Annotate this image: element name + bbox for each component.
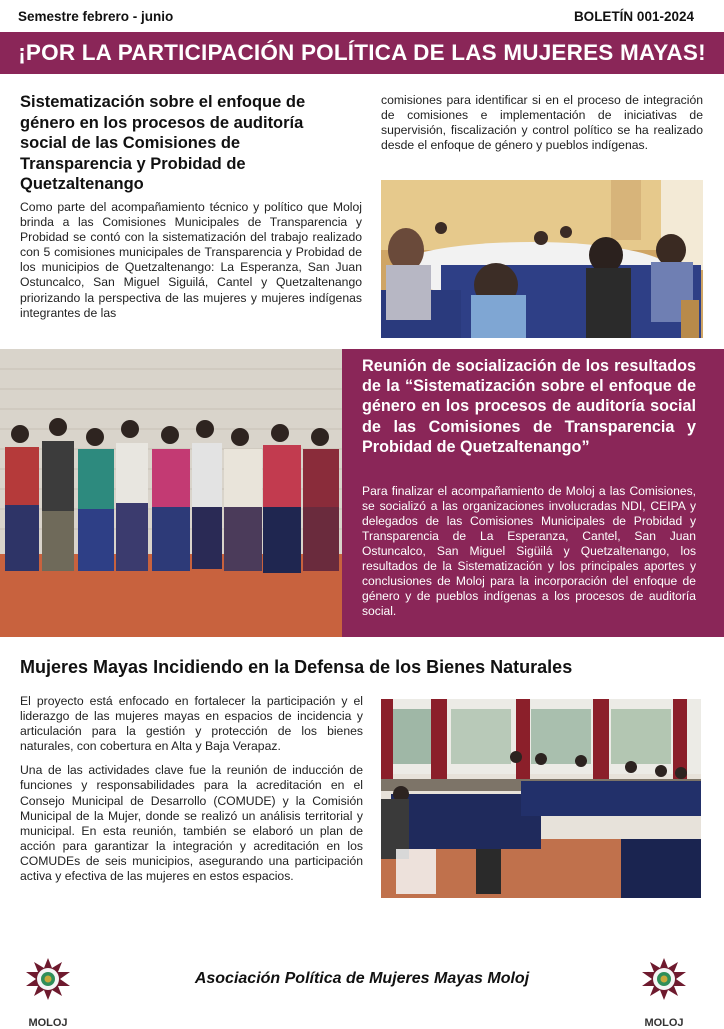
section3-paragraph-1: El proyecto está enfocado en fortalecer la participación y el liderazgo de las mujeres mayas en espacios de incidencia y articulación para la gestión y protección de los bienes naturales, con cobertura en Alta y Baja Verapaz.	[20, 694, 363, 754]
semester-label: Semestre febrero - junio	[18, 9, 174, 24]
section3-paragraph-2: Una de las actividades clave fue la reunión de inducción de funciones y responsabilidades para la acreditación en el Consejo Municipal de Desarrollo (COMUDE) y la Comisión Municipal de la Mujer, donde se realizó un análisis territorial y municipal. En esta reunión, también se elaboró un plan de acción para garantizar la integración y acreditación en los COMUDEs de seis municipios, asegurando una participación activa y efectiva de las mujeres en estos espacios.	[20, 763, 363, 884]
section1-body-continued: comisiones para identificar si en el proceso de integración de comisiones e implementación de iniciativas de supervisión, fiscalización y control político se ha realizado desde el enfoque de género y pueblos indígenas.	[381, 93, 703, 153]
bulletin-number: BOLETÍN 001-2024	[573, 9, 694, 24]
logo-right-label: MOLOJ	[644, 1017, 684, 1029]
meeting-photo-2	[381, 699, 701, 898]
logo-right	[636, 948, 692, 1029]
moloj-logo-icon	[636, 948, 692, 1012]
section2-title: Reunión de socialización de los resultados de la “Sistematización sobre el enfoque de género en los procesos de auditoría social de las Comisiones de Transparencia y Probidad de Quetzaltenango”	[362, 357, 696, 456]
meeting-photo-1	[381, 180, 703, 338]
logo-left-label: MOLOJ	[28, 1017, 68, 1029]
section1-title: Sistematización sobre el enfoque de género en los procesos de auditoría social de las Comisiones de Transparencia y Probidad de Quetzaltenango	[20, 93, 306, 193]
section1-body: Como parte del acompañamiento técnico y político que Moloj brinda a las Comisiones Municipales de Transparencia y Probidad se contó con la sistematización del trabajo realizado con 5 comisiones municipales de Transparencia y Probidad de los municipios de Quetzaltenango: La Esperanza, San Juan Ostuncalco, San Miguel Siguilá, Cantel y Quetzaltenango priorizando la perspectiva de las mujeres y mujeres indígenas integrantes de las	[20, 200, 362, 320]
section3-title: Mujeres Mayas Incidiendo en la Defensa de los Bienes Naturales	[20, 657, 573, 677]
footer-organization: Asociación Política de Mujeres Mayas Moloj	[194, 970, 530, 987]
group-photo-women	[0, 349, 342, 637]
section3-body	[20, 694, 363, 893]
section2-body: Para finalizar el acompañamiento de Moloj a las Comisiones, se socializó a las organizaciones involucradas NDI, CEIPA y delegados de las Comisiones Municipales de Probidad y Transparencia de La Esperanza, Cantel, San Juan Ostuncalco, San Miguel Sigüilá y Quetzaltenango, los resultados de la Sistematización y los principales aportes y conclusiones de Moloj para la incorporación del enfoque de género y de pueblos indígenas a los procesos de auditoría social.	[362, 484, 696, 618]
main-banner-title: ¡POR LA PARTICIPACIÓN POLÍTICA DE LAS MUJERES MAYAS!	[0, 32, 724, 74]
logo-left	[20, 948, 76, 1029]
